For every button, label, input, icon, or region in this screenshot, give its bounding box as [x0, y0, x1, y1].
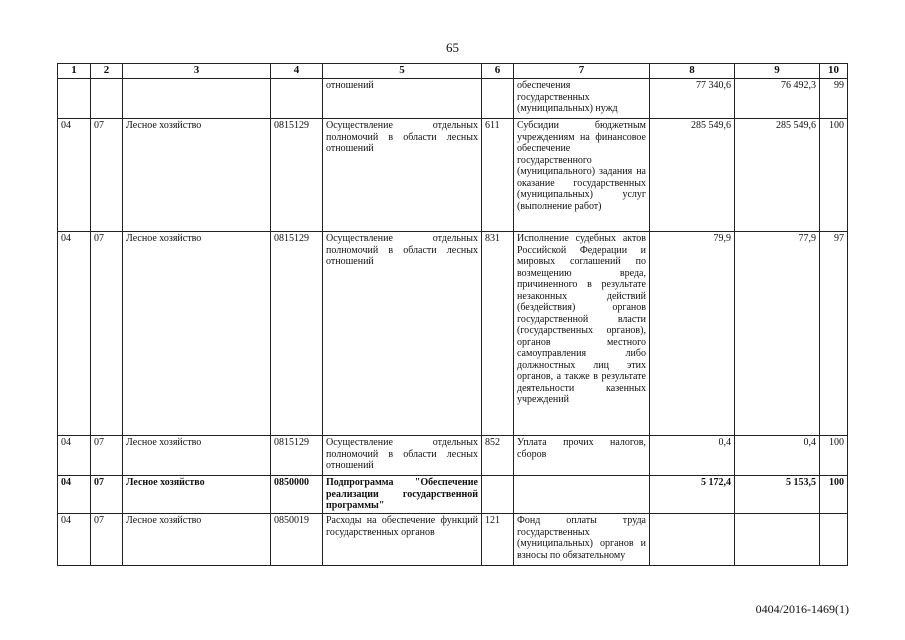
executed-amount: 0,4 [735, 436, 820, 476]
approved-amount: 0,4 [650, 436, 735, 476]
execution-percent: 97 [820, 232, 848, 436]
executed-amount: 5 153,5 [735, 476, 820, 514]
target-code: 0815129 [271, 119, 323, 232]
execution-percent: 100 [820, 476, 848, 514]
budget-table [57, 63, 848, 566]
expense-code: 852 [482, 436, 514, 476]
header-cell: 5 [323, 64, 482, 79]
section-name [123, 79, 271, 119]
section-code: 04 [58, 514, 91, 566]
expense-code [482, 476, 514, 514]
page-number: 65 [446, 40, 459, 55]
section-code: 04 [58, 436, 91, 476]
table-row [58, 476, 848, 514]
expense-name: Уплата прочих налогов, сборов [514, 436, 650, 476]
approved-amount: 79,9 [650, 232, 735, 436]
subsection-code: 07 [91, 476, 123, 514]
target-name: Расходы на обеспечение функций государственных органов [323, 514, 482, 566]
subsection-code: 07 [91, 119, 123, 232]
expense-code: 611 [482, 119, 514, 232]
subsection-code: 07 [91, 232, 123, 436]
target-name: Осуществление отдельных полномочий в области лесных отношений [323, 232, 482, 436]
header-cell: 7 [514, 64, 650, 79]
target-name: Осуществление отдельных полномочий в области лесных отношений [323, 119, 482, 232]
expense-code [482, 79, 514, 119]
executed-amount: 285 549,6 [735, 119, 820, 232]
approved-amount [650, 514, 735, 566]
execution-percent [820, 514, 848, 566]
execution-percent: 100 [820, 119, 848, 232]
header-row [58, 64, 848, 79]
expense-name: Исполнение судебных актов Российской Федерации и мировых соглашений по возмещению вреда, причиненного в результате незаконных действий (бездействия) органов государственной власти (государственных органов), органов местного самоуправления либо должностных лиц этих органов, а также в результате деятельности казенных учреждений [514, 232, 650, 436]
expense-name: Фонд оплаты труда государственных (муниципальных) органов и взносы по обязательному [514, 514, 650, 566]
section-code: 04 [58, 232, 91, 436]
section-code: 04 [58, 119, 91, 232]
executed-amount [735, 514, 820, 566]
execution-percent: 99 [820, 79, 848, 119]
target-code: 0850019 [271, 514, 323, 566]
target-name: Осуществление отдельных полномочий в области лесных отношений [323, 436, 482, 476]
target-name: Подпрограмма "Обеспечение реализации государственной программы" [323, 476, 482, 514]
target-name: отношений [323, 79, 482, 119]
table-row [58, 232, 848, 436]
subsection-code: 07 [91, 436, 123, 476]
expense-name: Субсидии бюджетным учреждениям на финансовое обеспечение государственного (муниципального) задания на оказание государственных (муниципальных) услуг (выполнение работ) [514, 119, 650, 232]
header-cell: 9 [735, 64, 820, 79]
section-code: 04 [58, 476, 91, 514]
section-name: Лесное хозяйство [123, 119, 271, 232]
table-row [58, 119, 848, 232]
table-row [58, 436, 848, 476]
header-cell: 6 [482, 64, 514, 79]
target-code [271, 79, 323, 119]
approved-amount: 77 340,6 [650, 79, 735, 119]
header-cell: 10 [820, 64, 848, 79]
section-name: Лесное хозяйство [123, 476, 271, 514]
expense-code: 831 [482, 232, 514, 436]
header-cell: 4 [271, 64, 323, 79]
section-name: Лесное хозяйство [123, 514, 271, 566]
section-name: Лесное хозяйство [123, 232, 271, 436]
table-row [58, 514, 848, 566]
subsection-code [91, 79, 123, 119]
execution-percent: 100 [820, 436, 848, 476]
header-cell: 1 [58, 64, 91, 79]
approved-amount: 285 549,6 [650, 119, 735, 232]
expense-name: обеспечения государственных (муниципальных) нужд [514, 79, 650, 119]
target-code: 0815129 [271, 232, 323, 436]
header-cell: 3 [123, 64, 271, 79]
target-code: 0850000 [271, 476, 323, 514]
section-code [58, 79, 91, 119]
table-row [58, 79, 848, 119]
executed-amount: 77,9 [735, 232, 820, 436]
header-cell: 2 [91, 64, 123, 79]
section-name: Лесное хозяйство [123, 436, 271, 476]
approved-amount: 5 172,4 [650, 476, 735, 514]
target-code: 0815129 [271, 436, 323, 476]
executed-amount: 76 492,3 [735, 79, 820, 119]
header-cell: 8 [650, 64, 735, 79]
expense-code: 121 [482, 514, 514, 566]
subsection-code: 07 [91, 514, 123, 566]
document-code: 0404/2016-1469(1) [755, 602, 849, 616]
expense-name [514, 476, 650, 514]
